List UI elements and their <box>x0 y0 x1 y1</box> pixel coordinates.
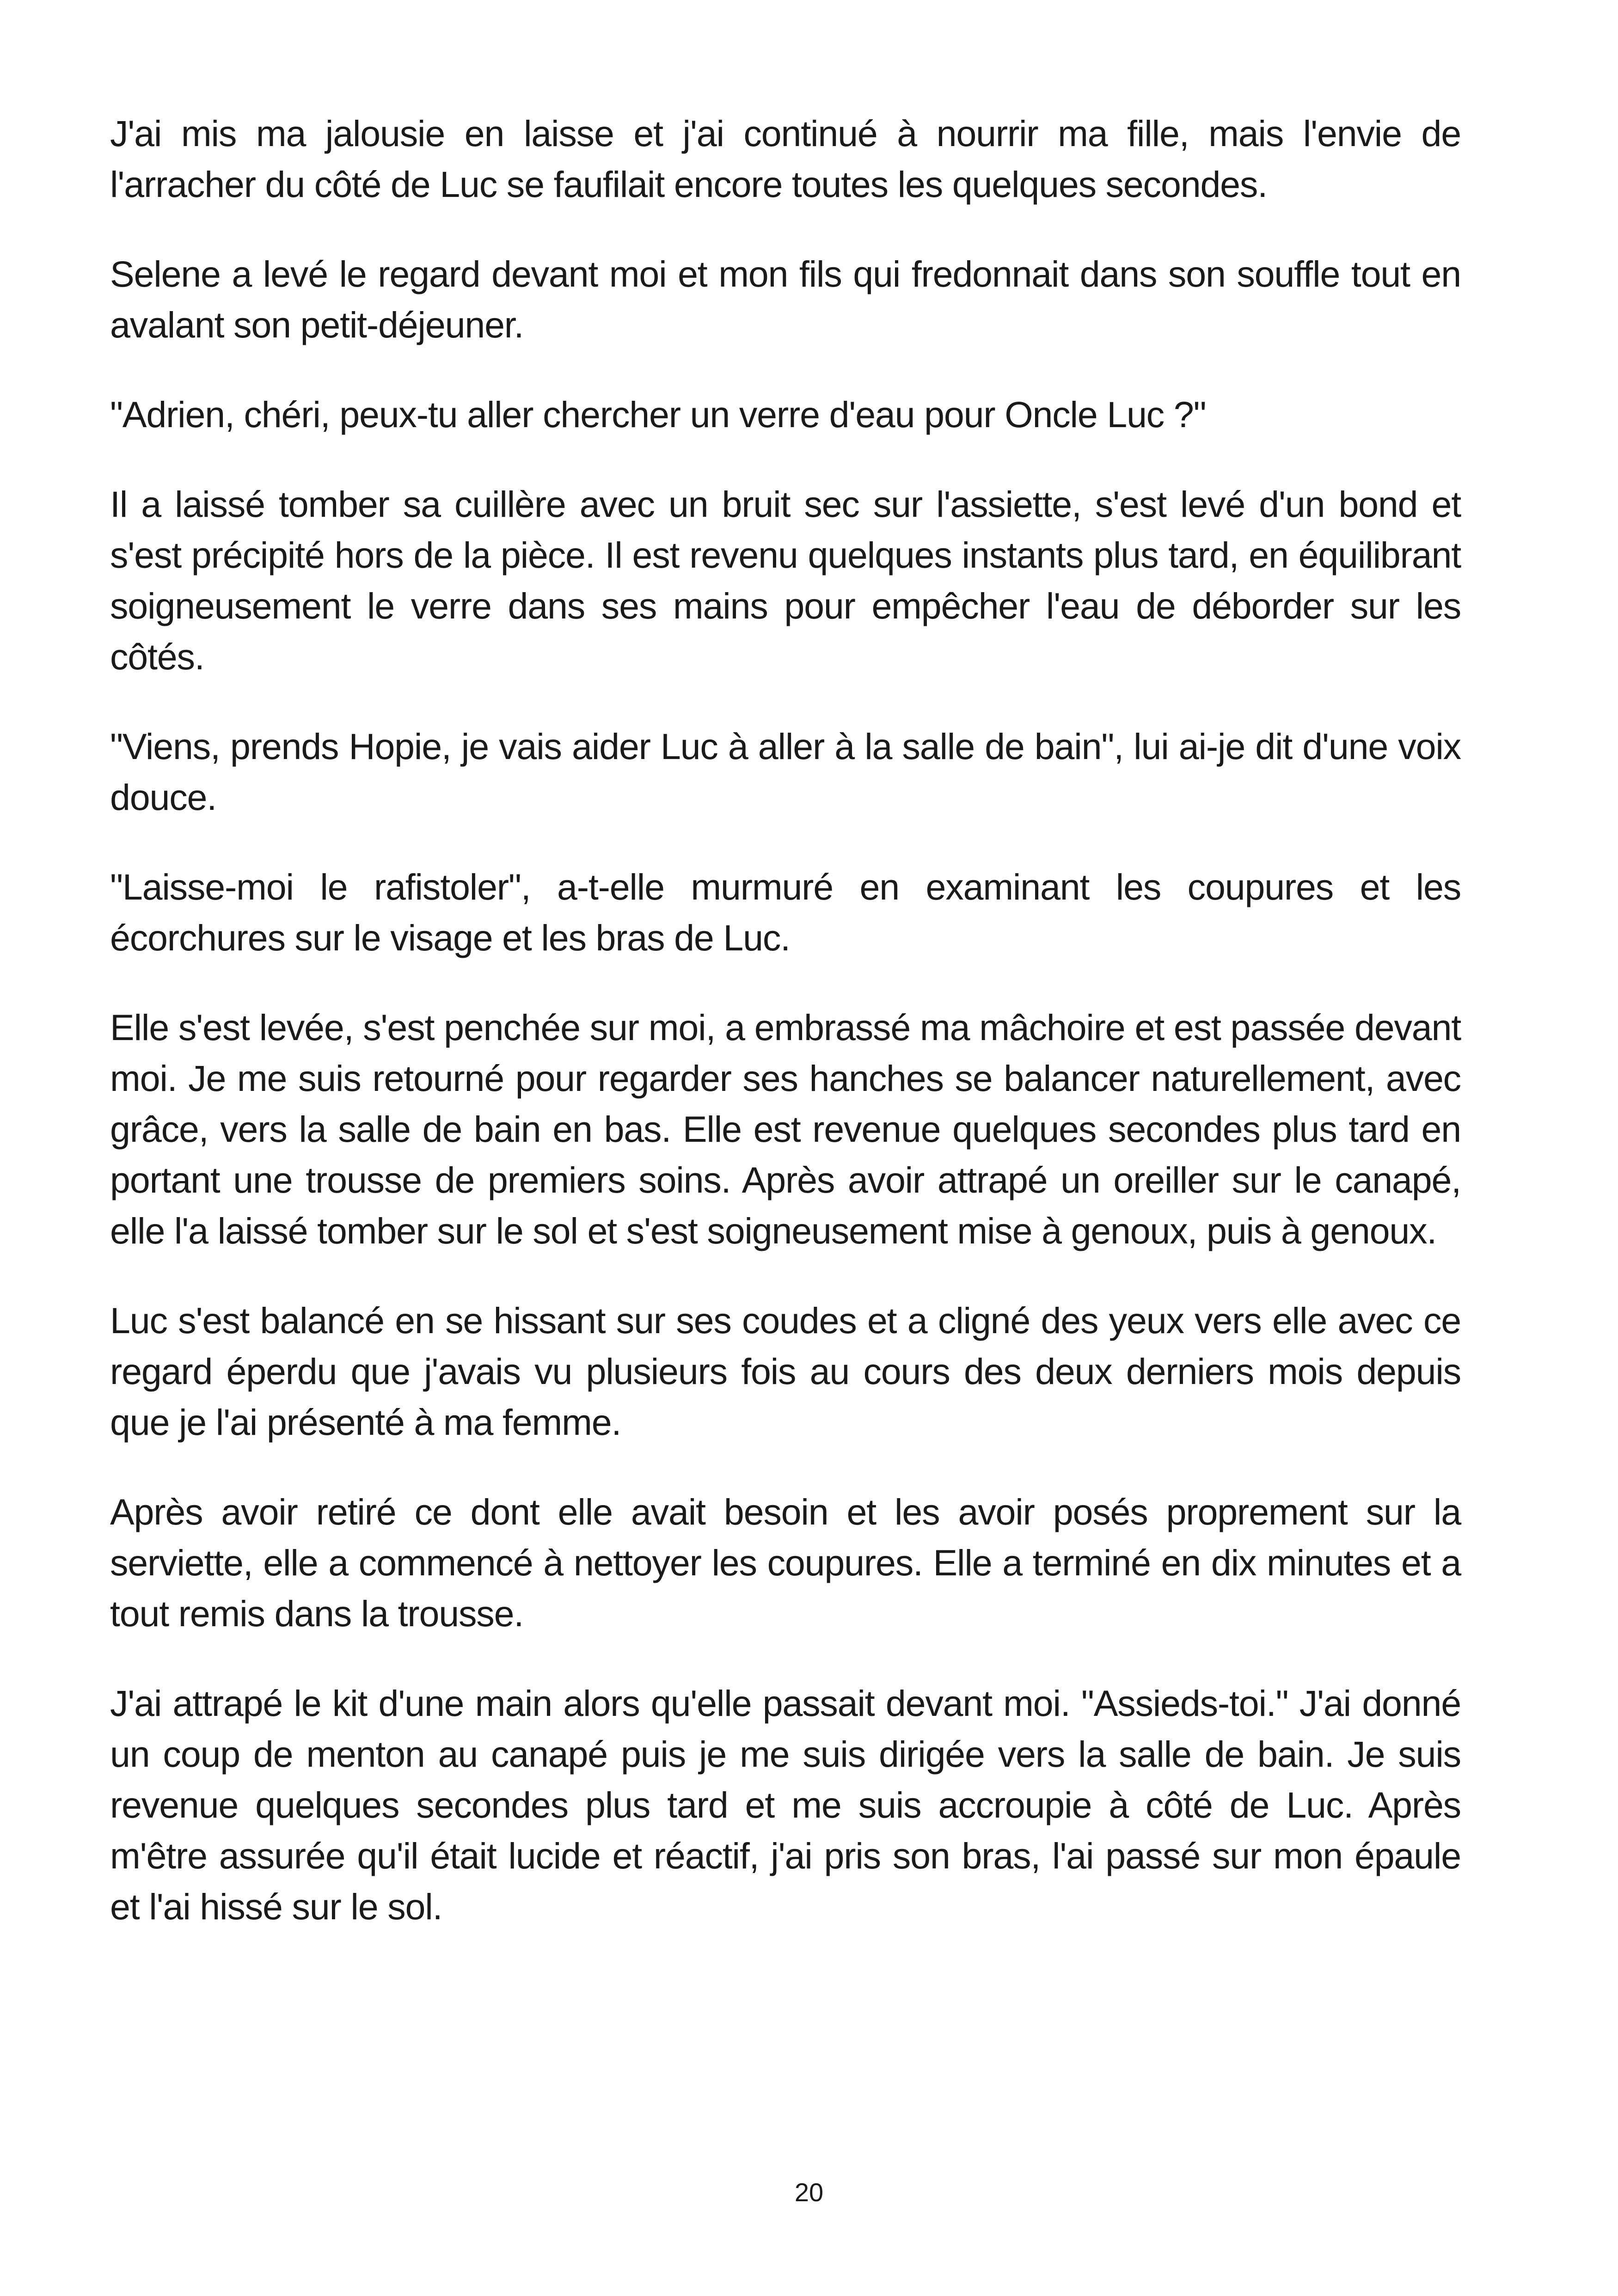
paragraph: "Laisse-moi le rafistoler", a-t-elle murmuré en examinant les coupures et les écorchures sur le visage et les bras de Luc. <box>110 866 1461 958</box>
paragraph: Il a laissé tomber sa cuillère avec un bruit sec sur l'assiette, s'est levé d'un bond et s'est précipité hors de la pièce. Il est revenu quelques instants plus tard, en équilibrant soigneusement le verre dans ses mains pour empêcher l'eau de déborder sur les côtés. <box>110 484 1461 677</box>
paragraph: "Adrien, chéri, peux-tu aller chercher un verre d'eau pour Oncle Luc ?" <box>110 394 1206 435</box>
paragraph: Après avoir retiré ce dont elle avait besoin et les avoir posés proprement sur la serviette, elle a commencé à nettoyer les coupures. Elle a terminé en dix minutes et a tout remis dans la trousse. <box>110 1491 1461 1634</box>
paragraph: Selene a levé le regard devant moi et mon fils qui fredonnait dans son souffle tout en avalant son petit-déjeuner. <box>110 253 1461 345</box>
paragraph: J'ai mis ma jalousie en laisse et j'ai continué à nourrir ma fille, mais l'envie de l'arracher du côté de Luc se faufilait encore toutes les quelques secondes. <box>110 113 1461 205</box>
paragraph: J'ai attrapé le kit d'une main alors qu'elle passait devant moi. "Assieds-toi." J'ai donné un coup de menton au canapé puis je me suis dirigée vers la salle de bain. Je suis revenue quelques secondes plus tard et me suis accroupie à côté de Luc. Après m'être assurée qu'il était lucide et réactif, j'ai pris son bras, l'ai passé sur mon épaule et l'ai hissé sur le sol. <box>110 1683 1461 1927</box>
page-number: 20 <box>794 2178 824 2207</box>
paragraph: Luc s'est balancé en se hissant sur ses coudes et a cligné des yeux vers elle avec ce regard éperdu que j'avais vu plusieurs fois au cours des deux derniers mois depuis que je l'ai présenté à ma femme. <box>110 1300 1461 1443</box>
paragraph: Elle s'est levée, s'est penchée sur moi, a embrassé ma mâchoire et est passée devant moi. Je me suis retourné pour regarder ses hanches se balancer naturellement, avec grâce, vers la salle de bain en bas. Elle est revenue quelques secondes plus tard en portant une trousse de premiers soins. Après avoir attrapé un oreiller sur le canapé, elle l'a laissé tomber sur le sol et s'est soigneusement mise à genoux, puis à genoux. <box>110 1007 1461 1251</box>
body-text <box>110 108 1461 1971</box>
paragraph: "Viens, prends Hopie, je vais aider Luc à aller à la salle de bain", lui ai-je dit d'une voix douce. <box>110 726 1461 818</box>
